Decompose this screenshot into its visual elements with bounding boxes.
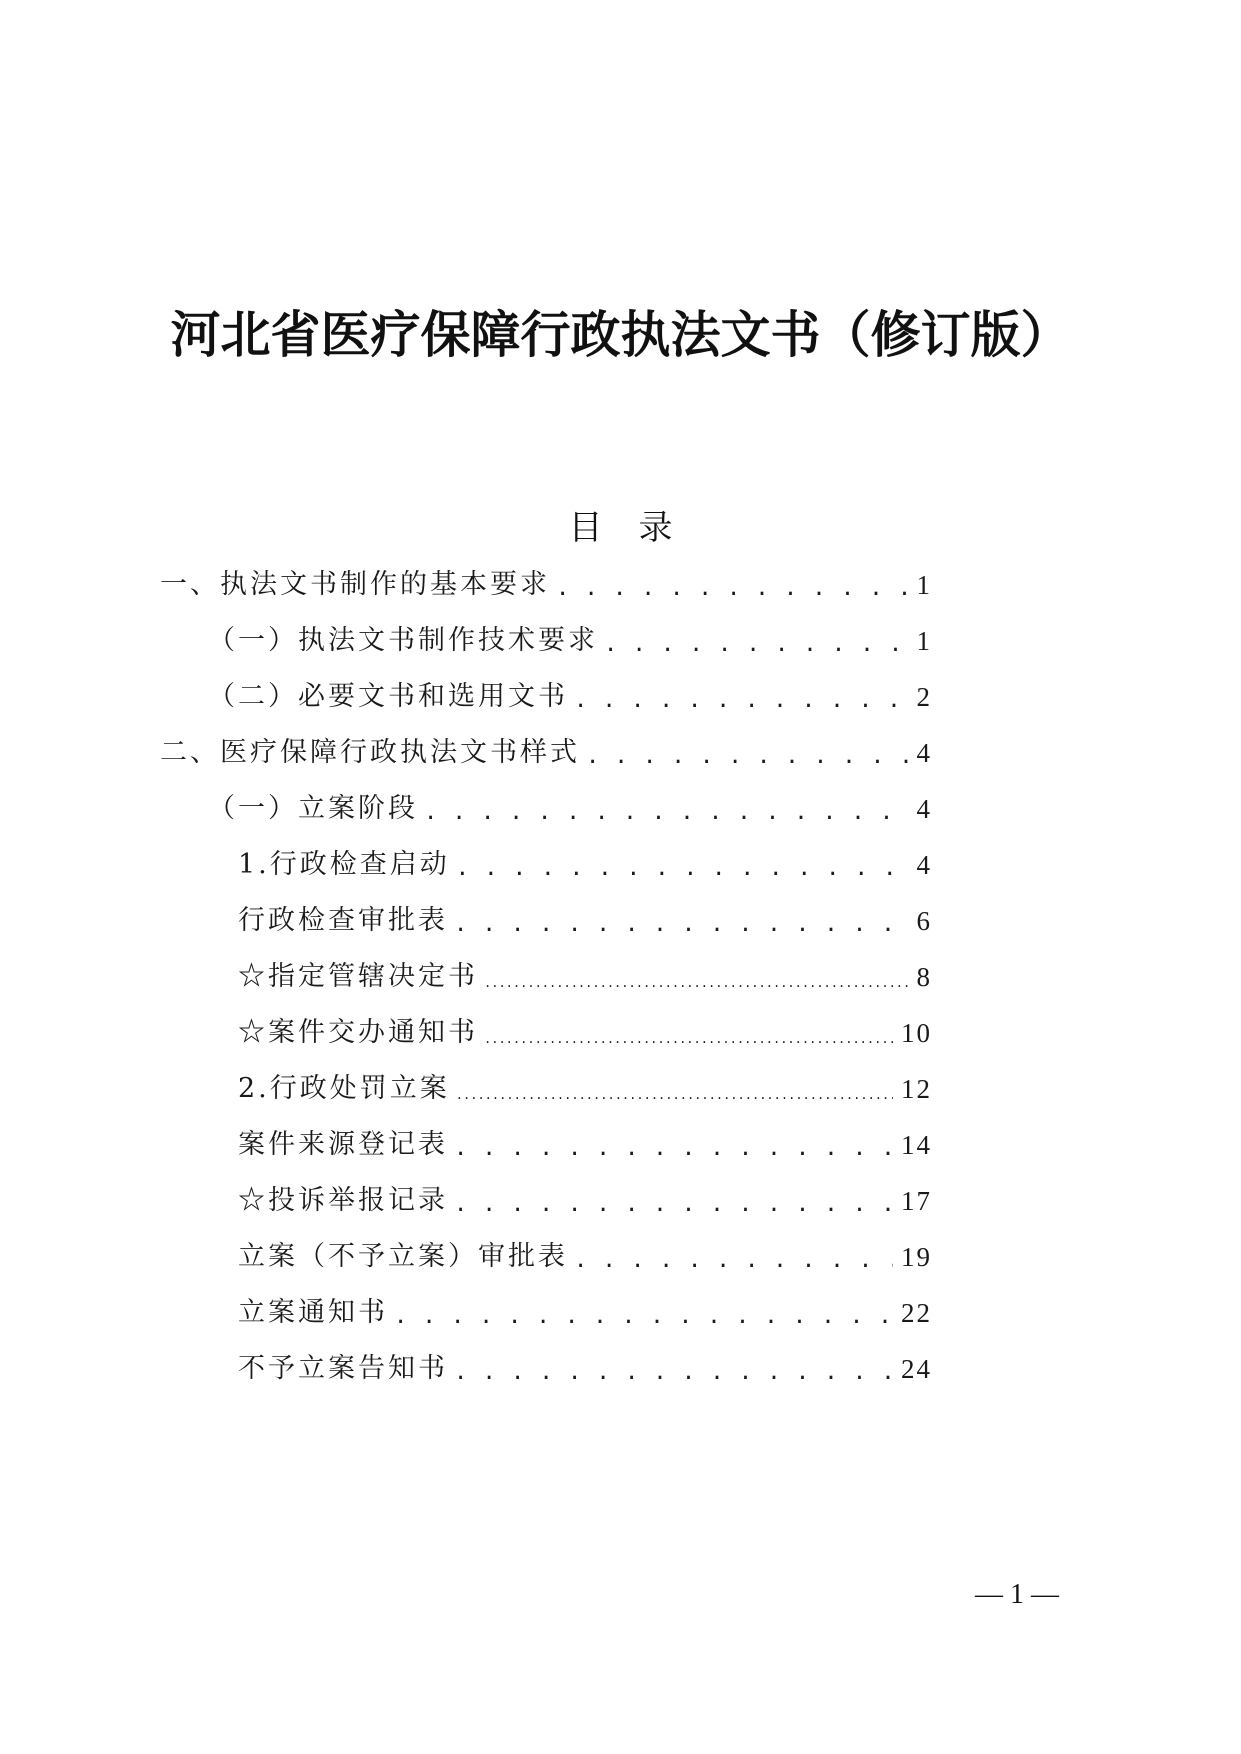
toc-leader-dots (456, 1066, 893, 1112)
toc-entry-page: 17 (901, 1186, 932, 1216)
toc-heading: 目录 (568, 508, 709, 548)
toc-entry-label: 一、执法文书制作的基本要求 (160, 569, 550, 600)
toc-entry[interactable] (208, 786, 932, 832)
toc-entry[interactable] (208, 674, 932, 720)
toc-entry[interactable] (238, 898, 932, 944)
toc-entry[interactable] (160, 730, 932, 776)
toc-leader-dots (556, 562, 909, 608)
toc-entry-label: 二、医疗保障行政执法文书样式 (160, 737, 580, 768)
toc-leader-dots (454, 898, 909, 944)
toc-leader-dots (456, 842, 909, 888)
toc-entry[interactable] (238, 1122, 932, 1168)
toc-leader-dots (454, 1122, 893, 1168)
page-number-footer: — 1 — (975, 1579, 1059, 1610)
toc-entry-page: 19 (901, 1242, 932, 1272)
toc-entry-page: 1 (916, 570, 932, 600)
toc-leader-dots (454, 1178, 893, 1224)
toc-entry-label: 立案（不予立案）审批表 (238, 1241, 568, 1272)
toc-leader-dots (424, 786, 909, 832)
toc-entry-label: （一）执法文书制作技术要求 (208, 625, 598, 656)
toc-entry[interactable] (238, 1066, 932, 1112)
toc-entry-label: 案件来源登记表 (238, 1129, 448, 1160)
toc-leader-dots (484, 1010, 893, 1056)
toc-entry[interactable] (238, 1290, 932, 1336)
toc-entry-label: ☆案件交办通知书 (238, 1017, 478, 1048)
document-title: 河北省医疗保障行政执法文书（修订版） (170, 307, 1071, 363)
toc-leader-dots (604, 618, 909, 664)
toc-entry-page: 8 (916, 962, 932, 992)
toc-entry-label: 2.行政处罚立案 (238, 1073, 450, 1104)
toc-leader-dots (394, 1290, 893, 1336)
toc-entry-label: 立案通知书 (238, 1297, 388, 1328)
toc-entry-label: 行政检查审批表 (238, 905, 448, 936)
toc-leader-dots (484, 954, 909, 1000)
toc-entry-page: 10 (901, 1018, 932, 1048)
toc-entry-label: ☆投诉举报记录 (238, 1185, 448, 1216)
toc-entry[interactable] (238, 954, 932, 1000)
toc-entry-label: （一）立案阶段 (208, 793, 418, 824)
toc-entry-label: 1.行政检查启动 (238, 849, 450, 880)
toc-entry[interactable] (208, 618, 932, 664)
toc-entry-label: 不予立案告知书 (238, 1353, 448, 1384)
toc-leader-dots (586, 730, 909, 776)
toc-entry[interactable] (238, 1010, 932, 1056)
toc-leader-dots (574, 1234, 893, 1280)
toc-leader-dots (454, 1346, 893, 1392)
toc-entry[interactable] (238, 1234, 932, 1280)
toc-entry-page: 4 (916, 794, 932, 824)
toc-entry[interactable] (238, 842, 932, 888)
toc-entry-page: 1 (916, 626, 932, 656)
toc-entry[interactable] (238, 1178, 932, 1224)
toc-entry-page: 2 (916, 682, 932, 712)
toc-entry-page: 22 (901, 1298, 932, 1328)
toc-entry-label: ☆指定管辖决定书 (238, 961, 478, 992)
toc-entry-page: 12 (901, 1074, 932, 1104)
toc-entry[interactable] (238, 1346, 932, 1392)
toc-leader-dots (574, 674, 909, 720)
toc-entry-page: 4 (916, 738, 932, 768)
toc-entry-page: 6 (916, 906, 932, 936)
toc-entry-page: 14 (901, 1130, 932, 1160)
toc-entry-page: 4 (916, 850, 932, 880)
toc-entry-page: 24 (901, 1354, 932, 1384)
toc-entry[interactable] (160, 562, 932, 608)
toc-entry-label: （二）必要文书和选用文书 (208, 681, 568, 712)
